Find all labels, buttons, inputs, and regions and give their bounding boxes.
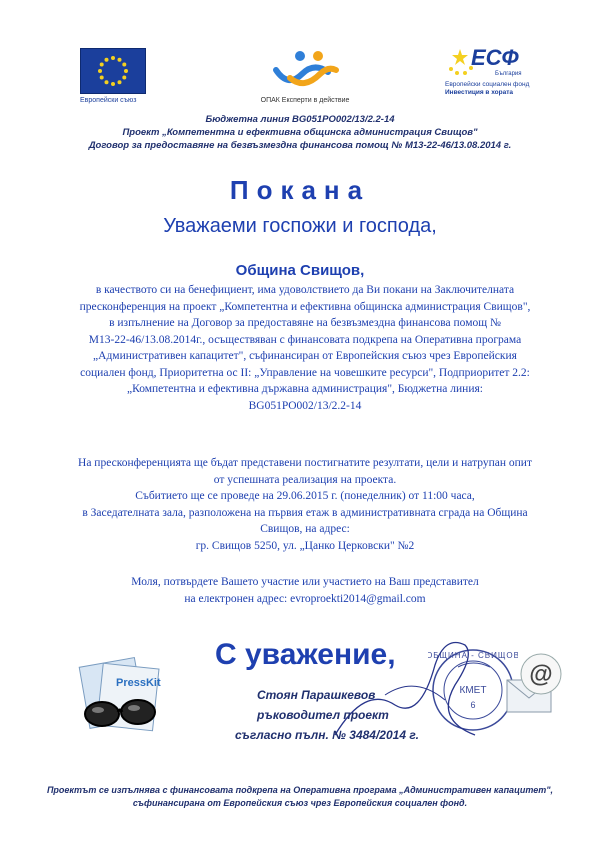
svg-text:@: @: [529, 661, 553, 688]
body-line: в качеството си на бенефициент, има удоволствието да Ви покани на Заключителната: [95, 284, 515, 296]
rsvp-paragraph: [60, 574, 550, 607]
stamp-center-text: КМЕТ: [459, 685, 487, 696]
body-line: На пресконференцията ще бъдат представени постигнатите резултати, цели и натрупан опит: [78, 457, 532, 469]
body-line: „Административен капацитет", съфинансиран от Европейския съюз чрез Европейския: [93, 350, 517, 362]
body-line: от успешната реализация на проекта.: [213, 473, 397, 486]
event-details-paragraph: [60, 455, 550, 554]
presskit-label: PressKit: [116, 677, 161, 689]
invitation-paragraph: [60, 282, 550, 414]
footer-line-2: съфинансирана от Европейския съюз чрез Европейския социален фонд.: [132, 798, 468, 808]
body-line: в изпълнение на Договор за предоставяне на безвъзмездна финансова помощ №: [109, 317, 501, 329]
rsvp-email-link[interactable]: на електронен адрес: evroproekti2014@gmail.com: [184, 592, 426, 605]
greeting: Уважаеми госпожи и господа,: [163, 215, 437, 237]
stamp-number: 6: [470, 700, 476, 710]
opak-logo: [250, 48, 360, 108]
eu-logo: [80, 48, 148, 106]
organization-name: Община Свищов,: [235, 262, 365, 279]
email-envelope-icon: [505, 650, 567, 720]
project-name: Проект „Компетентна и ефективна общинска администрация Свищов": [122, 127, 478, 138]
esf-country: България: [495, 71, 522, 77]
body-line: М13-22-46/13.08.2014г., осъществяван с финансовата подкрепа на Оперативна програма: [88, 333, 522, 346]
presskit-clipart: [70, 652, 170, 742]
body-line: в Заседателната зала, разположена на първия етаж в административната сграда на Община: [82, 506, 528, 519]
opak-people-icon: [270, 48, 340, 90]
esf-name: ЕСФ: [471, 45, 519, 70]
esf-caption-line-1: Европейски социален фонд: [445, 81, 530, 88]
body-line: Събитието ще се проведе на 29.06.2015 г. (понеделник) от 11:00 часа,: [135, 490, 475, 502]
budget-line: Бюджетна линия BG051PO002/13/2.2-14: [205, 114, 395, 125]
stamp-ring-text: ОБЩИНА - СВИЩОВ: [428, 651, 518, 660]
opak-caption: ОПАК Експерти в действие: [260, 97, 350, 104]
body-line: социален фонд, Приоритетна ос II: „Управление на човешките ресурси", Подприоритет 2.2:: [80, 366, 530, 379]
body-line: Моля, потвърдете Вашето участие или участието на Ваш представител: [131, 576, 479, 588]
esf-logo: [445, 45, 530, 107]
eu-flag-icon: [80, 48, 146, 94]
body-line: гр. Свищов 5250, ул. „Цанко Церковски" №2: [195, 539, 415, 552]
closing-salutation: С уважение,: [215, 638, 396, 671]
page-title: Покана: [229, 175, 371, 205]
signatory-name: Стоян Парашкевов: [257, 688, 376, 702]
body-line: [60, 591, 550, 608]
email-clipart: [505, 650, 567, 720]
body-line: пресконференция на проект „Компетентна и ефективна общинска администрация Свищов",: [79, 300, 531, 313]
body-line: BG051PO002/13/2.2-14: [248, 399, 362, 412]
esf-caption: [445, 81, 530, 97]
esf-caption-line-2: Инвестиция в хората: [445, 89, 514, 96]
body-line: Свищов, на адрес:: [260, 523, 350, 535]
body-line: „Компетентна и ефективна държавна администрация", Бюджетна линия:: [127, 383, 483, 395]
presskit-glasses-icon: [70, 652, 170, 742]
eu-caption: Европейски съюз: [80, 97, 137, 104]
contract-line: Договор за предоставяне на безвъзмездна финансова помощ № М13-22-46/13.08.2014 г.: [88, 140, 512, 151]
signatory-role: ръководител проект: [257, 708, 389, 722]
footer-line-1: Проектът се изпълнява с финансовата подкрепа на Оперативна програма „Административен капацитет",: [46, 785, 554, 795]
signatory-authorization: съгласно пълн. № 3484/2014 г.: [235, 728, 419, 742]
